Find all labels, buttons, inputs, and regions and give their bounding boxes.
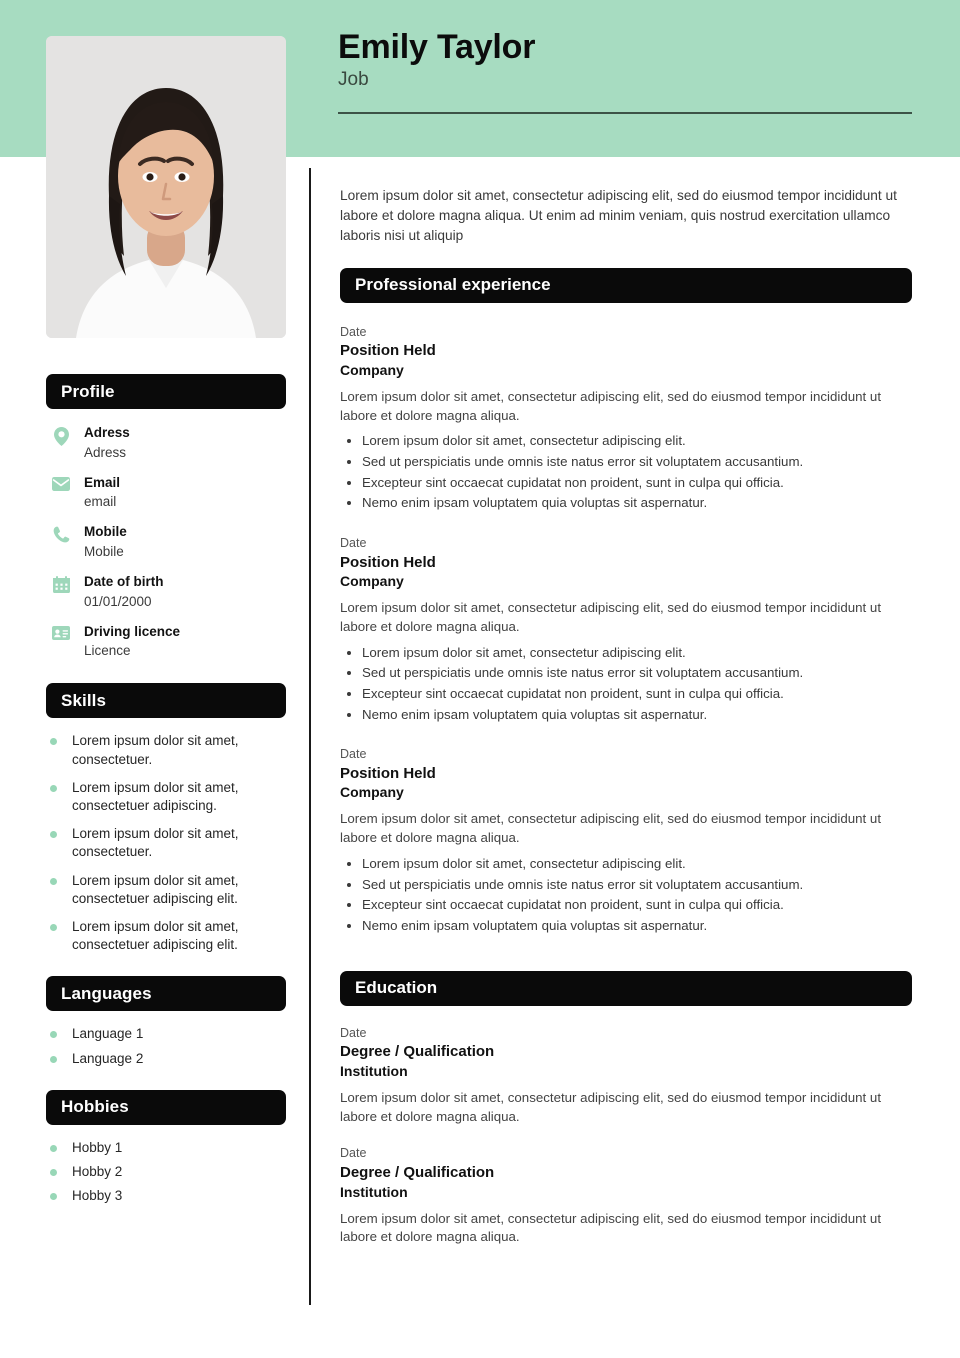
- heading-education: [340, 971, 912, 1006]
- contact-value-address: Adress: [84, 444, 127, 460]
- header-text-block: [338, 28, 912, 92]
- experience-description: Lorem ipsum dolor sit amet, consectetur adipiscing elit, sed do eiusmod tempor incididunt ut labore et dolore magna aliqua.: [340, 388, 882, 423]
- contact-row-mobile: [46, 522, 286, 562]
- envelope-icon: [50, 473, 72, 491]
- education-entry: [340, 1024, 912, 1127]
- experience-bullet-list: [340, 643, 912, 725]
- list-item: • Excepteur sint occaecat cupidatat non proident, sunt in culpa qui officia.: [362, 684, 912, 705]
- profile-photo: [46, 36, 286, 338]
- experience-date: Date: [340, 324, 367, 339]
- hobbies-list: [46, 1139, 286, 1206]
- heading-professional-experience: [340, 268, 912, 303]
- experience-description: Lorem ipsum dolor sit amet, consectetur adipiscing elit, sed do eiusmod tempor incididunt ut labore et dolore magna aliqua.: [340, 811, 882, 846]
- contact-row-driving-licence: [46, 622, 286, 662]
- experience-bullet-list: [340, 854, 912, 936]
- contact-value-mobile: Mobile: [84, 544, 124, 560]
- profile-summary: Lorem ipsum dolor sit amet, consectetur adipiscing elit, sed do eiusmod tempor incididunt ut labore et dolore magna aliqua. Ut enim ad minim veniam, quis nostrud exercitation ullamco laboris nisi ut aliquip: [340, 188, 897, 243]
- sidebar-heading-hobbies-label: Hobbies: [61, 1097, 129, 1117]
- list-item: • Nemo enim ipsam voluptatem quia voluptas sit aspernatur.: [362, 916, 912, 937]
- skill-text: Lorem ipsum dolor sit amet, consectetuer.: [72, 826, 239, 860]
- bullet-dot-icon: [50, 924, 57, 931]
- avatar-illustration: [46, 36, 286, 338]
- experience-company: Company: [340, 784, 404, 801]
- id-card-icon: [50, 622, 72, 640]
- job-title: Job: [338, 69, 369, 91]
- contact-value-email: email: [84, 494, 117, 510]
- hobby-text: Hobby 3: [72, 1188, 123, 1204]
- list-item: [50, 918, 286, 954]
- contact-label-email: Email: [84, 474, 121, 490]
- list-item: • Lorem ipsum dolor sit amet, consectetur adipiscing elit.: [362, 643, 912, 664]
- sidebar-section-profile: [46, 374, 286, 661]
- skills-list: [46, 732, 286, 954]
- experience-bullet-list: [340, 431, 912, 513]
- contact-row-email: [46, 473, 286, 513]
- list-item: [50, 1139, 286, 1157]
- education-institution: Institution: [340, 1062, 408, 1079]
- bullet-dot-icon: [50, 1031, 57, 1038]
- sidebar-heading-languages: [46, 976, 286, 1011]
- sidebar-section-languages: [46, 976, 286, 1067]
- list-item: [50, 1187, 286, 1205]
- heading-professional-experience-label: Professional experience: [355, 275, 551, 295]
- sidebar-heading-skills: [46, 683, 286, 718]
- list-item: • Nemo enim ipsam voluptatem quia voluptas sit aspernatur.: [362, 493, 912, 514]
- list-item: [50, 1163, 286, 1181]
- sidebar-heading-languages-label: Languages: [61, 983, 152, 1003]
- education-degree: Degree / Qualification: [340, 1043, 495, 1061]
- phone-icon: [50, 522, 72, 543]
- experience-entry: [340, 745, 912, 936]
- hobby-text: Hobby 2: [72, 1164, 123, 1180]
- hobby-text: Hobby 1: [72, 1139, 123, 1155]
- languages-list: [46, 1025, 286, 1067]
- contact-value-date-of-birth: 01/01/2000: [84, 593, 152, 609]
- list-item: • Sed ut perspiciatis unde omnis iste natus error sit voluptatem accusantium.: [362, 663, 912, 684]
- list-item: • Lorem ipsum dolor sit amet, consectetur adipiscing elit.: [362, 854, 912, 875]
- bullet-dot-icon: [50, 1169, 57, 1176]
- list-item: • Excepteur sint occaecat cupidatat non proident, sunt in culpa qui officia.: [362, 473, 912, 494]
- list-item: [50, 1025, 286, 1043]
- sidebar-heading-profile: [46, 374, 286, 409]
- list-item: • Nemo enim ipsam voluptatem quia voluptas sit aspernatur.: [362, 705, 912, 726]
- experience-date: Date: [340, 535, 367, 550]
- sidebar-heading-skills-label: Skills: [61, 690, 107, 710]
- skill-text: Lorem ipsum dolor sit amet, consectetuer adipiscing elit.: [72, 919, 239, 953]
- skill-text: Lorem ipsum dolor sit amet, consectetuer adipiscing.: [72, 779, 239, 813]
- list-item: [50, 825, 286, 861]
- list-item: [50, 1050, 286, 1068]
- experience-position: Position Held: [340, 553, 436, 571]
- calendar-icon: [50, 572, 72, 593]
- experience-position: Position Held: [340, 342, 436, 360]
- list-item: • Sed ut perspiciatis unde omnis iste natus error sit voluptatem accusantium.: [362, 452, 912, 473]
- education-description: Lorem ipsum dolor sit amet, consectetur adipiscing elit, sed do eiusmod tempor incididunt ut labore et dolore magna aliqua.: [340, 1210, 882, 1245]
- experience-entry: [340, 323, 912, 514]
- list-item: • Excepteur sint occaecat cupidatat non proident, sunt in culpa qui officia.: [362, 895, 912, 916]
- education-description: Lorem ipsum dolor sit amet, consectetur adipiscing elit, sed do eiusmod tempor incididunt ut labore et dolore magna aliqua.: [340, 1089, 882, 1124]
- page-title: Emily Taylor: [338, 28, 536, 66]
- section-education: [340, 971, 912, 1248]
- list-item: • Lorem ipsum dolor sit amet, consectetur adipiscing elit.: [362, 431, 912, 452]
- list-item: [50, 732, 286, 768]
- contact-row-address: [46, 423, 286, 463]
- section-professional-experience: [340, 268, 912, 937]
- bullet-dot-icon: [50, 878, 57, 885]
- bullet-dot-icon: [50, 1056, 57, 1063]
- bullet-dot-icon: [50, 738, 57, 745]
- list-item: [50, 779, 286, 815]
- sidebar-heading-hobbies: [46, 1090, 286, 1125]
- sidebar-section-skills: [46, 683, 286, 954]
- location-pin-icon: [50, 423, 72, 446]
- contact-label-mobile: Mobile: [84, 524, 127, 540]
- bullet-dot-icon: [50, 1193, 57, 1200]
- skill-text: Lorem ipsum dolor sit amet, consectetuer adipiscing elit.: [72, 872, 239, 906]
- column-divider: [309, 168, 311, 1305]
- experience-position: Position Held: [340, 764, 436, 782]
- education-institution: Institution: [340, 1183, 408, 1200]
- experience-company: Company: [340, 361, 404, 378]
- contact-label-date-of-birth: Date of birth: [84, 573, 164, 589]
- skill-text: Lorem ipsum dolor sit amet, consectetuer.: [72, 733, 239, 767]
- contact-row-date-of-birth: [46, 572, 286, 612]
- sidebar: [46, 374, 286, 1212]
- heading-education-label: Education: [355, 978, 438, 998]
- language-text: Language 2: [72, 1050, 144, 1066]
- sidebar-section-hobbies: [46, 1090, 286, 1206]
- education-degree: Degree / Qualification: [340, 1164, 495, 1182]
- experience-description: Lorem ipsum dolor sit amet, consectetur adipiscing elit, sed do eiusmod tempor incididunt ut labore et dolore magna aliqua.: [340, 600, 882, 634]
- experience-entry: [340, 534, 912, 725]
- education-entry: [340, 1144, 912, 1247]
- bullet-dot-icon: [50, 831, 57, 838]
- experience-company: Company: [340, 573, 404, 590]
- language-text: Language 1: [72, 1026, 144, 1042]
- education-date: Date: [340, 1025, 367, 1040]
- bullet-dot-icon: [50, 785, 57, 792]
- header-divider-rule: [338, 112, 912, 114]
- experience-date: Date: [340, 747, 367, 762]
- sidebar-heading-profile-label: Profile: [61, 381, 115, 401]
- main-column: [340, 186, 912, 1247]
- list-item: [50, 872, 286, 908]
- contact-value-driving-licence: Licence: [84, 643, 131, 659]
- list-item: • Sed ut perspiciatis unde omnis iste natus error sit voluptatem accusantium.: [362, 875, 912, 896]
- education-date: Date: [340, 1146, 367, 1161]
- bullet-dot-icon: [50, 1145, 57, 1152]
- contact-label-address: Adress: [84, 425, 130, 440]
- contact-label-driving-licence: Driving licence: [84, 623, 181, 639]
